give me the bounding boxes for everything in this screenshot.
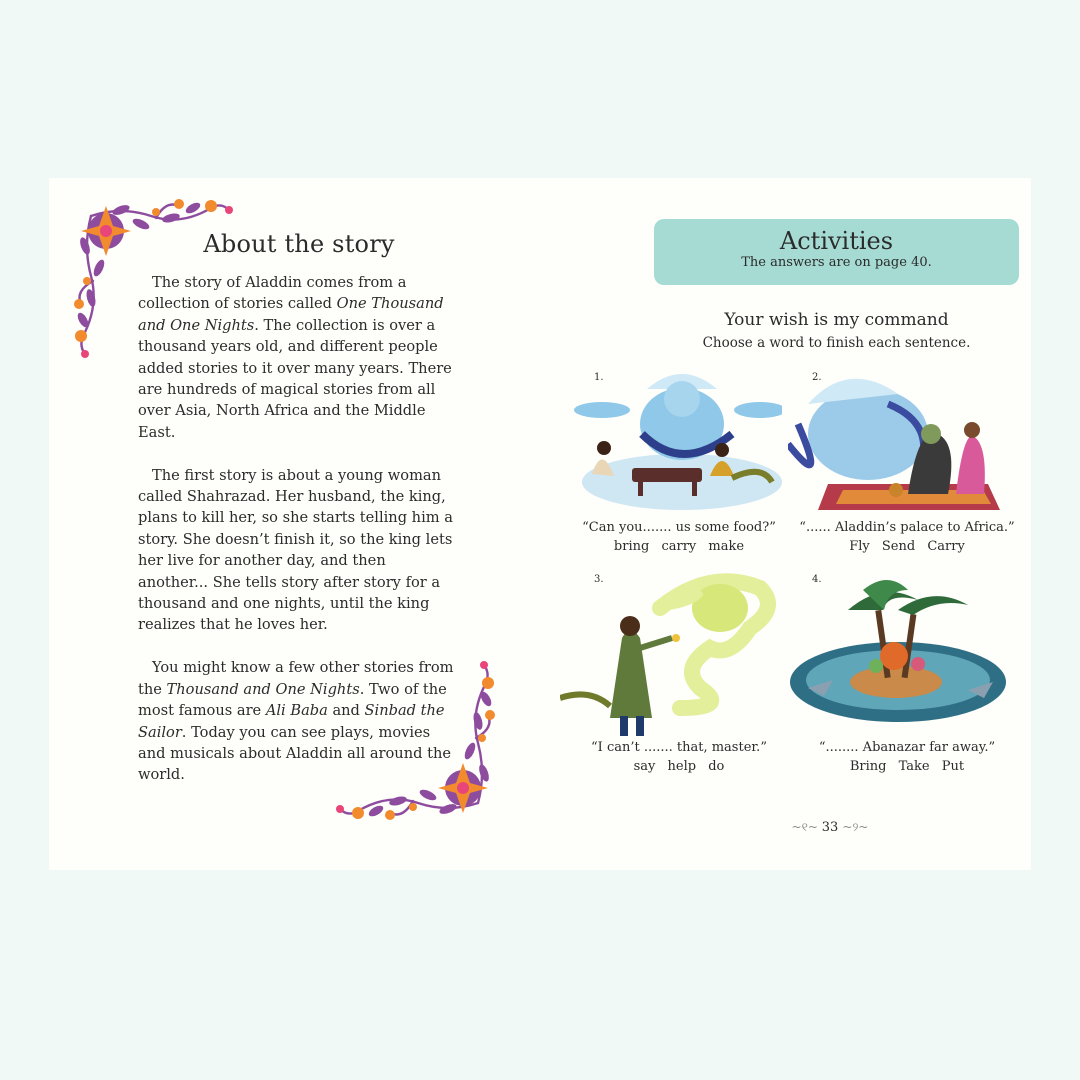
item-sentence: “I can’t ....... that, master.” xyxy=(591,740,767,755)
genie-food-illustration-icon xyxy=(572,364,782,514)
story-run: The first story is about a young woman called Shahrazad. Her husband, the king, plans to kill her, so she starts telling him a story. She doesn’t finish it, so the king lets her live for another day, and then another... She tells story after story for a thousand and one nights, until the king realizes that he loves her. xyxy=(138,466,453,634)
right-page xyxy=(540,178,1031,870)
item-number: 3. xyxy=(594,574,604,585)
item-number: 2. xyxy=(812,372,822,383)
choice-word[interactable]: help xyxy=(667,759,697,774)
choice-word[interactable]: carry xyxy=(661,539,697,554)
story-run: The story of Aladdin comes from a collection of stories called xyxy=(138,274,407,313)
item-choices xyxy=(792,539,1022,554)
story-italic-title: Thousand and One Nights xyxy=(166,680,360,698)
choice-word[interactable]: Put xyxy=(941,759,965,774)
choice-word[interactable]: Bring xyxy=(849,759,887,774)
choice-word[interactable]: Take xyxy=(898,759,930,774)
story-run: . The collection is over a thousand years old, and different people added stories to it over many years. There are hundreds of magical stories from all over Asia, North Africa and the Middle East. xyxy=(138,316,452,441)
left-page xyxy=(49,178,540,870)
item-choices xyxy=(792,759,1022,774)
item-number: 1. xyxy=(594,372,604,383)
item-choices xyxy=(564,759,794,774)
story-italic-title: Sinbad the Sailor xyxy=(138,702,445,741)
item-sentence: “Can you....... us some food?” xyxy=(582,520,776,535)
story-run: You might know a few other stories from the xyxy=(138,659,454,698)
book-spread xyxy=(49,178,1031,870)
item-choices xyxy=(564,539,794,554)
activities-title: Activities xyxy=(779,227,894,255)
aladdin-genie-illustration-icon xyxy=(560,568,785,738)
choice-word[interactable]: Carry xyxy=(927,539,965,554)
activity-item-2 xyxy=(792,520,1022,554)
choice-word[interactable]: Send xyxy=(881,539,916,554)
floral-corner-bottom-icon xyxy=(333,658,508,833)
exercise-title: Your wish is my command xyxy=(724,310,949,330)
story-paragraph xyxy=(138,272,456,443)
choice-word[interactable]: bring xyxy=(613,539,650,554)
choice-word[interactable]: do xyxy=(708,759,725,774)
choice-word[interactable]: say xyxy=(633,759,656,774)
activities-header xyxy=(654,219,1019,285)
choice-word[interactable]: Fly xyxy=(849,539,870,554)
genie-palace-illustration-icon xyxy=(788,364,1008,514)
activity-item-4 xyxy=(792,740,1022,774)
activity-item-3 xyxy=(564,740,794,774)
exercise-instruction: Choose a word to finish each sentence. xyxy=(702,335,971,351)
story-run: and xyxy=(327,702,365,720)
island-illustration-icon xyxy=(788,570,1008,730)
activities-subtitle: The answers are on page 40. xyxy=(741,255,932,270)
flourish-left-icon: ~୧~ xyxy=(791,820,822,834)
flourish-right-icon: ~୨~ xyxy=(842,820,869,834)
item-sentence: “........ Abanazar far away.” xyxy=(818,740,996,755)
story-italic-title: One Thousand and One Nights xyxy=(138,295,444,334)
about-title: About the story xyxy=(203,230,395,258)
page-number-text: 33 xyxy=(821,820,839,835)
activity-item-1 xyxy=(564,520,794,554)
choice-word[interactable]: make xyxy=(708,539,745,554)
story-italic-title: Ali Baba xyxy=(265,702,328,720)
story-run: . Today you can see plays, movies and musicals about Aladdin all around the world. xyxy=(138,723,451,784)
item-number: 4. xyxy=(812,574,822,585)
item-sentence: “...... Aladdin’s palace to Africa.” xyxy=(799,520,1015,535)
story-paragraph xyxy=(138,465,456,636)
page-number xyxy=(720,820,940,835)
story-run: . Two of the most famous are xyxy=(138,680,447,720)
